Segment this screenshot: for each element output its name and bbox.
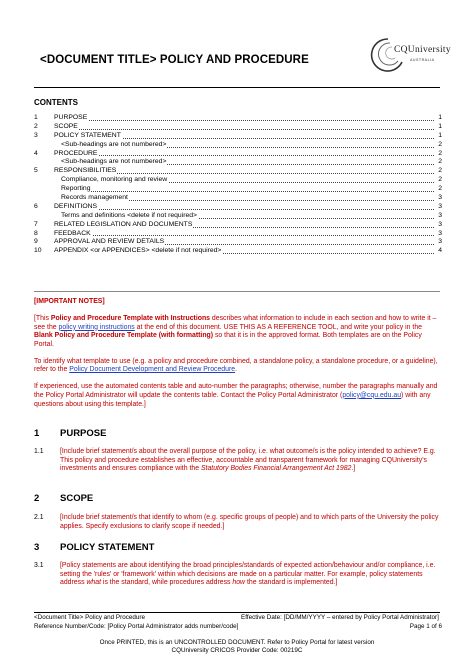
- toc-entry[interactable]: [34, 132, 442, 141]
- toc-entry[interactable]: [34, 203, 442, 212]
- toc-entry-label: POLICY STATEMENT: [54, 131, 121, 139]
- reference-value: [Policy Portal Administrator adds number/code]: [107, 623, 239, 630]
- toc-entry-label: Records management: [61, 194, 128, 202]
- toc-entry-label: APPENDIX <or APPENDICES> <delete if not required>: [54, 247, 222, 255]
- toc-entry-number: 5: [34, 167, 38, 175]
- toc-entry-number: 8: [34, 229, 38, 237]
- toc-entry-page: 2: [438, 140, 442, 148]
- footer-doc-type: Policy and Procedure: [83, 614, 145, 621]
- important-notes: [34, 298, 442, 418]
- toc-entry-page: 3: [438, 220, 442, 228]
- toc-entry-label: <Sub-headings are not numbered>: [61, 140, 167, 148]
- toc-entry-page: 3: [438, 238, 442, 246]
- toc-entry-label: DEFINITIONS: [54, 202, 98, 210]
- section-number: 1: [34, 428, 40, 439]
- notes-p3-text-a: If experienced, use the automated contents table and auto-number the paragraphs; otherwise, number the paragraphs manually and the Policy Portal Administrator will update the contents table. Contact the Policy Portal Administrator (: [34, 383, 438, 399]
- notes-p1-text-d: at the end of this document. USE THIS AS A REFERENCE TOOL, and write your policy in the: [134, 323, 422, 331]
- toc-entry-number: 7: [34, 220, 38, 228]
- clause-text-policy-statement: [60, 562, 444, 588]
- toc-entry-label: SCOPE: [54, 122, 78, 130]
- policy-text-how: how: [232, 579, 246, 587]
- toc-entry-number: 2: [34, 122, 38, 130]
- toc-entry-page: 3: [438, 229, 442, 237]
- toc-entry-page: 3: [438, 211, 442, 219]
- toc-entry-leader: [54, 132, 434, 141]
- toc-entry-label: PROCEDURE: [54, 149, 98, 157]
- notes-p1-text-a: [This: [34, 314, 51, 322]
- notes-heading: [IMPORTANT NOTES]: [34, 298, 105, 305]
- toc-entry[interactable]: [34, 176, 442, 185]
- notes-paragraph-2: [34, 358, 442, 375]
- notes-p1-bold-a: Policy and Procedure Template with Instructions: [50, 314, 211, 322]
- toc-entry-leader: [54, 150, 434, 159]
- policy-text-a: [Policy statements are about identifying the broad principles/standards of expected action/behaviour and/or compliance, i.e. setting the 'rules' or 'framework' within which decisions are made on a particular matter. For example, policy statements address: [60, 562, 436, 587]
- toc-entry-leader: [54, 203, 434, 212]
- toc-entry-page: 2: [438, 176, 442, 184]
- logo-subtext: AUSTRALIA: [410, 58, 435, 62]
- page-number: Page 1 of 6: [409, 623, 442, 630]
- uncontrolled-notice: Once PRINTED, this is an UNCONTROLLED DOCUMENT. Refer to Policy Portal for latest version: [99, 639, 375, 646]
- toc-entry-leader: [61, 185, 434, 194]
- toc-entry[interactable]: [34, 238, 442, 247]
- section-number: 2: [34, 493, 40, 504]
- toc-entry[interactable]: [34, 123, 442, 132]
- toc-entry[interactable]: [34, 247, 442, 256]
- toc-entry-label: Reporting: [61, 185, 91, 193]
- toc-entry-label: <Sub-headings are not numbered>: [61, 158, 167, 166]
- clause-number: 3.1: [34, 562, 44, 569]
- policy-text-b: is the standard, while procedures address: [101, 579, 233, 587]
- toc-entry[interactable]: [34, 221, 442, 230]
- clause-number: 1.1: [34, 448, 44, 455]
- toc-entry-leader: [61, 141, 434, 150]
- toc-entry-page: 2: [438, 185, 442, 193]
- toc-entry-label: Terms and definitions <delete if not required>: [61, 211, 198, 219]
- toc-entry-number: 10: [34, 247, 42, 255]
- toc-entry-leader: [54, 123, 434, 132]
- toc-entry-page: 3: [438, 202, 442, 210]
- notes-p1-text-c: describes what information to include in each section and how to write it – see the: [34, 314, 437, 331]
- toc-entry-leader: [54, 238, 434, 247]
- cquniversity-logo: [368, 36, 451, 76]
- notes-paragraph-3: [34, 383, 442, 409]
- toc-entry-page: 1: [438, 122, 442, 130]
- toc-entry-page: 4: [438, 247, 442, 255]
- toc-entry[interactable]: [34, 150, 442, 159]
- footer-effective-date: [241, 614, 439, 622]
- footer-divider: [34, 612, 440, 613]
- header-divider: [34, 87, 440, 88]
- scope-text: [Include brief statement/s that identify to whom (e.g. specific groups of people) and to which parts of the University the policy applies. Specify exclusions to clarify scope if needed.]: [60, 514, 439, 530]
- toc-entry[interactable]: [34, 141, 442, 150]
- toc-entry-page: 1: [438, 114, 442, 121]
- toc-entry-label: FEEDBACK: [54, 229, 91, 237]
- toc-entry-number: 9: [34, 238, 38, 246]
- notes-p1-text-f: so that it is in the approved format. Both templates are on the Policy Portal.: [34, 332, 422, 348]
- policy-writing-instructions-link[interactable]: policy writing instructions: [58, 323, 135, 331]
- contents-heading: CONTENTS: [34, 98, 78, 107]
- purpose-text-b: .]: [351, 465, 356, 473]
- clause-text-purpose: [60, 448, 444, 474]
- toc-entry[interactable]: [34, 167, 442, 176]
- toc-entry-label: APPROVAL AND REVIEW DETAILS: [54, 238, 165, 246]
- toc-entry-page: 1: [438, 131, 442, 139]
- reference-label: Reference Number/Code:: [34, 623, 108, 630]
- policy-text-c: the standard is implemented.]: [245, 579, 338, 587]
- toc-entry[interactable]: [34, 194, 442, 203]
- toc-entry-page: 2: [438, 167, 442, 175]
- toc-entry-number: 4: [34, 149, 38, 157]
- document-title: <DOCUMENT TITLE> POLICY AND PROCEDURE: [40, 54, 309, 66]
- toc-entry[interactable]: [34, 158, 442, 167]
- effective-date-value: [DD/MM/YYYY – entered by Policy Portal Administrator]: [283, 614, 439, 621]
- toc-entry-page: 2: [438, 158, 442, 166]
- policy-text-what: what: [86, 579, 101, 587]
- toc-entry-leader: [54, 167, 434, 176]
- policy-email-link[interactable]: policy@cqu.edu.au: [342, 391, 402, 399]
- toc-entry[interactable]: [34, 114, 442, 123]
- section-title: POLICY STATEMENT: [60, 542, 155, 553]
- purpose-act-name: Statutory Bodies Financial Arrangement Act 1982: [200, 465, 352, 473]
- footer-line-2: [34, 623, 442, 631]
- notes-paragraph-1: [34, 315, 442, 349]
- logo-mark-icon: [368, 36, 408, 76]
- toc-entry-leader: [61, 212, 434, 221]
- effective-date-label: Effective Date:: [241, 614, 284, 621]
- logo-wordmark: CQUniversity: [394, 45, 451, 55]
- clause-number: 2.1: [34, 514, 44, 521]
- toc-entry-number: 3: [34, 131, 38, 139]
- toc-entry-leader: [54, 230, 434, 239]
- toc-entry-label: Compliance, monitoring and review: [61, 176, 168, 184]
- notes-p3-text-b: ) with any questions about using this template.]: [34, 391, 431, 408]
- footer-line-1: [34, 614, 442, 622]
- toc-entry-leader: [61, 194, 434, 203]
- toc-entry-label: RESPONSIBILITIES: [54, 167, 117, 175]
- purpose-text-a: [Include brief statement/s about the overall purpose of the policy, i.e. what outcome/s is the policy intended to achieve? E.g. This policy and procedure establishes an effective, accountable and transparent framework for managing CQUniversity's investments and ensures compliance with the: [60, 448, 436, 473]
- table-of-contents: [34, 114, 442, 256]
- section-title: PURPOSE: [60, 428, 107, 439]
- toc-entry-leader: [54, 221, 434, 230]
- notes-p2-text-a: To identify what template to use (e.g. a policy and procedure combined, a standalone policy, a standalone procedure, or a guideline), refer to the: [34, 357, 438, 374]
- toc-entry-leader: [54, 114, 434, 123]
- toc-entry-page: 3: [438, 194, 442, 202]
- section-number: 3: [34, 542, 40, 553]
- toc-entry-page: 2: [438, 149, 442, 157]
- toc-entry-number: 6: [34, 202, 38, 210]
- toc-entry[interactable]: [34, 185, 442, 194]
- page-header: [0, 0, 474, 96]
- toc-entry-label: PURPOSE: [54, 114, 88, 121]
- footer-doc-title: <Document Title>: [34, 614, 84, 621]
- notes-p1-bold-e: Blank Policy and Procedure Template (with formatting): [34, 332, 214, 340]
- development-review-procedure-link[interactable]: Policy Document Development and Review Procedure: [69, 366, 236, 374]
- toc-entry-label: RELATED LEGISLATION AND DOCUMENTS: [54, 220, 193, 228]
- notes-p2-text-b: .: [235, 366, 238, 374]
- toc-entry[interactable]: [34, 212, 442, 221]
- section-title: SCOPE: [60, 493, 94, 504]
- toc-entry-leader: [54, 247, 434, 256]
- cricos-code: CQUniversity CRICOS Provider Code: 00219C: [171, 647, 303, 654]
- contents-divider: [34, 291, 440, 292]
- toc-entry-leader: [61, 158, 434, 167]
- clause-text-scope: [60, 514, 444, 531]
- toc-entry-number: 1: [34, 114, 38, 121]
- toc-entry[interactable]: [34, 230, 442, 239]
- toc-entry-leader: [61, 176, 434, 185]
